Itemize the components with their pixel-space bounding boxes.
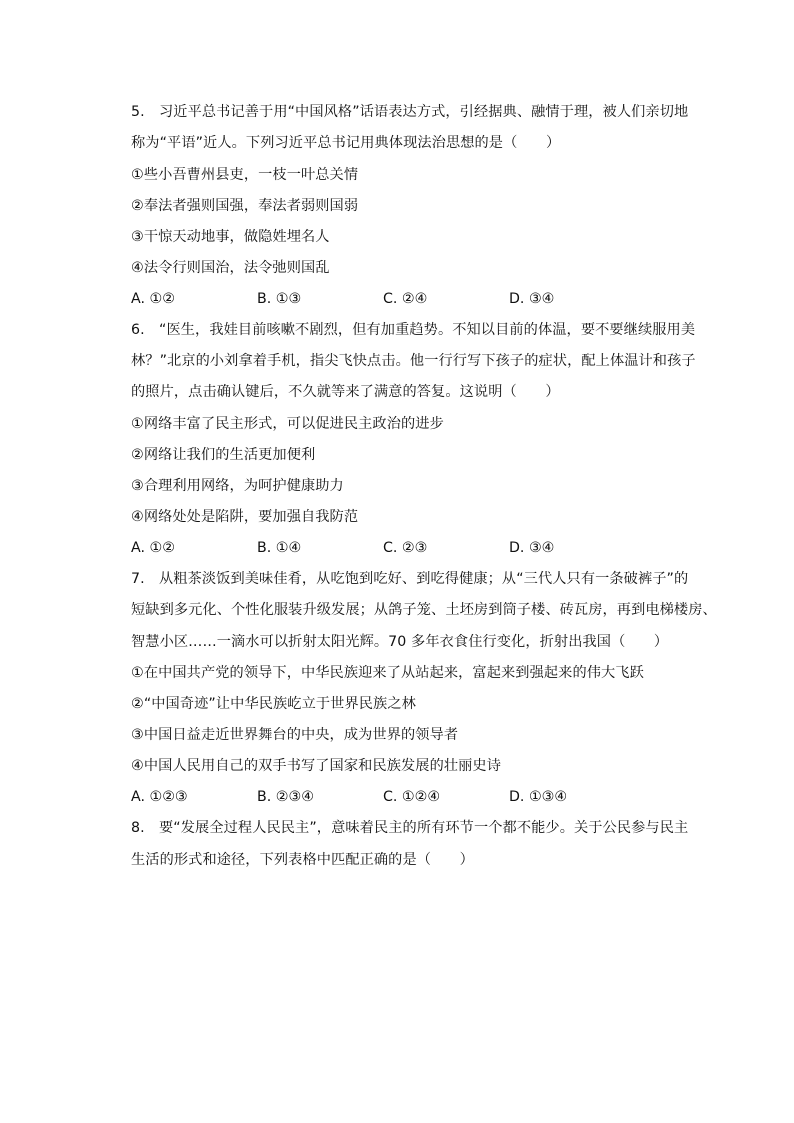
q6-statement-4: ④网络处处是陷阱，要加强自我防范 [131, 509, 359, 525]
q5-statement-2: ②奉法者强则国强，奉法者弱则国弱 [131, 198, 359, 214]
q5-stem-line-2: 称为“平语”近人。下列习近平总书记用典体现法治思想的是（ ） [131, 135, 561, 151]
q7-stem-line-3: 智慧小区……一滴水可以折射太阳光辉。70 多年衣食住行变化，折射出我国（ ） [131, 634, 669, 650]
q5-statement-1: ①些小吾曹州县吏，一枝一叶总关情 [131, 167, 359, 183]
q6-statement-3: ③合理利用网络，为呵护健康助力 [131, 478, 344, 494]
q7-option-b: B. ②③④ [257, 789, 314, 805]
q6-option-b: B. ①④ [257, 540, 302, 556]
q7-statement-3: ③中国日益走近世界舞台的中央，成为世界的领导者 [131, 727, 459, 743]
q6-option-c: C. ②③ [383, 540, 428, 556]
q5-statement-3: ③干惊天动地事，做隐姓埋名人 [131, 229, 330, 245]
q7-option-c: C. ①②④ [383, 789, 441, 805]
q5-option-a: A. ①② [131, 291, 175, 307]
q5-option-b: B. ①③ [257, 291, 302, 307]
q5-option-c: C. ②④ [383, 291, 428, 307]
q6-statement-2: ②网络让我们的生活更加便利 [131, 447, 316, 463]
q7-stem-line-2: 短缺到多元化、个性化服装升级发展；从鸽子笼、土坯房到筒子楼、砖瓦房，再到电梯楼房、 [131, 602, 717, 618]
q7-statement-2: ②“中国奇迹”让中华民族屹立于世界民族之林 [131, 696, 416, 712]
q5-option-d: D. ③④ [509, 291, 555, 307]
q8-stem-line-2: 生活的形式和途径，下列表格中匹配正确的是（ ） [131, 852, 474, 868]
q7-statement-1: ①在中国共产党的领导下，中华民族迎来了从站起来，富起来到强起来的伟大飞跃 [131, 665, 644, 681]
q5-stem-line-1: 5. 习近平总书记善于用“中国风格”话语表达方式，引经据典、融情于理，被人们亲切地 [131, 104, 689, 120]
q6-statement-1: ①网络丰富了民主形式，可以促进民主政治的进步 [131, 416, 444, 432]
q6-stem-line-2: 林？”北京的小刘拿着手机，指尖飞快点击。他一行行写下孩子的症状，配上体温计和孩子 [131, 353, 696, 369]
q7-stem-line-1: 7. 从粗茶淡饭到美味佳肴，从吃饱到吃好、到吃得健康；从“三代人只有一条破裤子”的 [131, 571, 689, 587]
q6-option-d: D. ③④ [509, 540, 555, 556]
q7-statement-4: ④中国人民用自己的双手书写了国家和民族发展的壮丽史诗 [131, 758, 502, 774]
q7-option-a: A. ①②③ [131, 789, 188, 805]
q6-stem-line-3: 的照片，点击确认键后，不久就等来了满意的答复。这说明（ ） [131, 384, 560, 400]
q5-statement-4: ④法令行则国治，法令弛则国乱 [131, 260, 330, 276]
q7-option-d: D. ①③④ [509, 789, 568, 805]
q6-option-a: A. ①② [131, 540, 175, 556]
q8-stem-line-1: 8. 要“发展全过程人民民主”，意味着民主的所有环节一个都不能少。关于公民参与民主 [131, 820, 689, 836]
q6-stem-line-1: 6. “医生，我娃目前咳嗽不剧烈，但有加重趋势。不知以目前的体温，要不要继续服用美 [131, 322, 696, 338]
